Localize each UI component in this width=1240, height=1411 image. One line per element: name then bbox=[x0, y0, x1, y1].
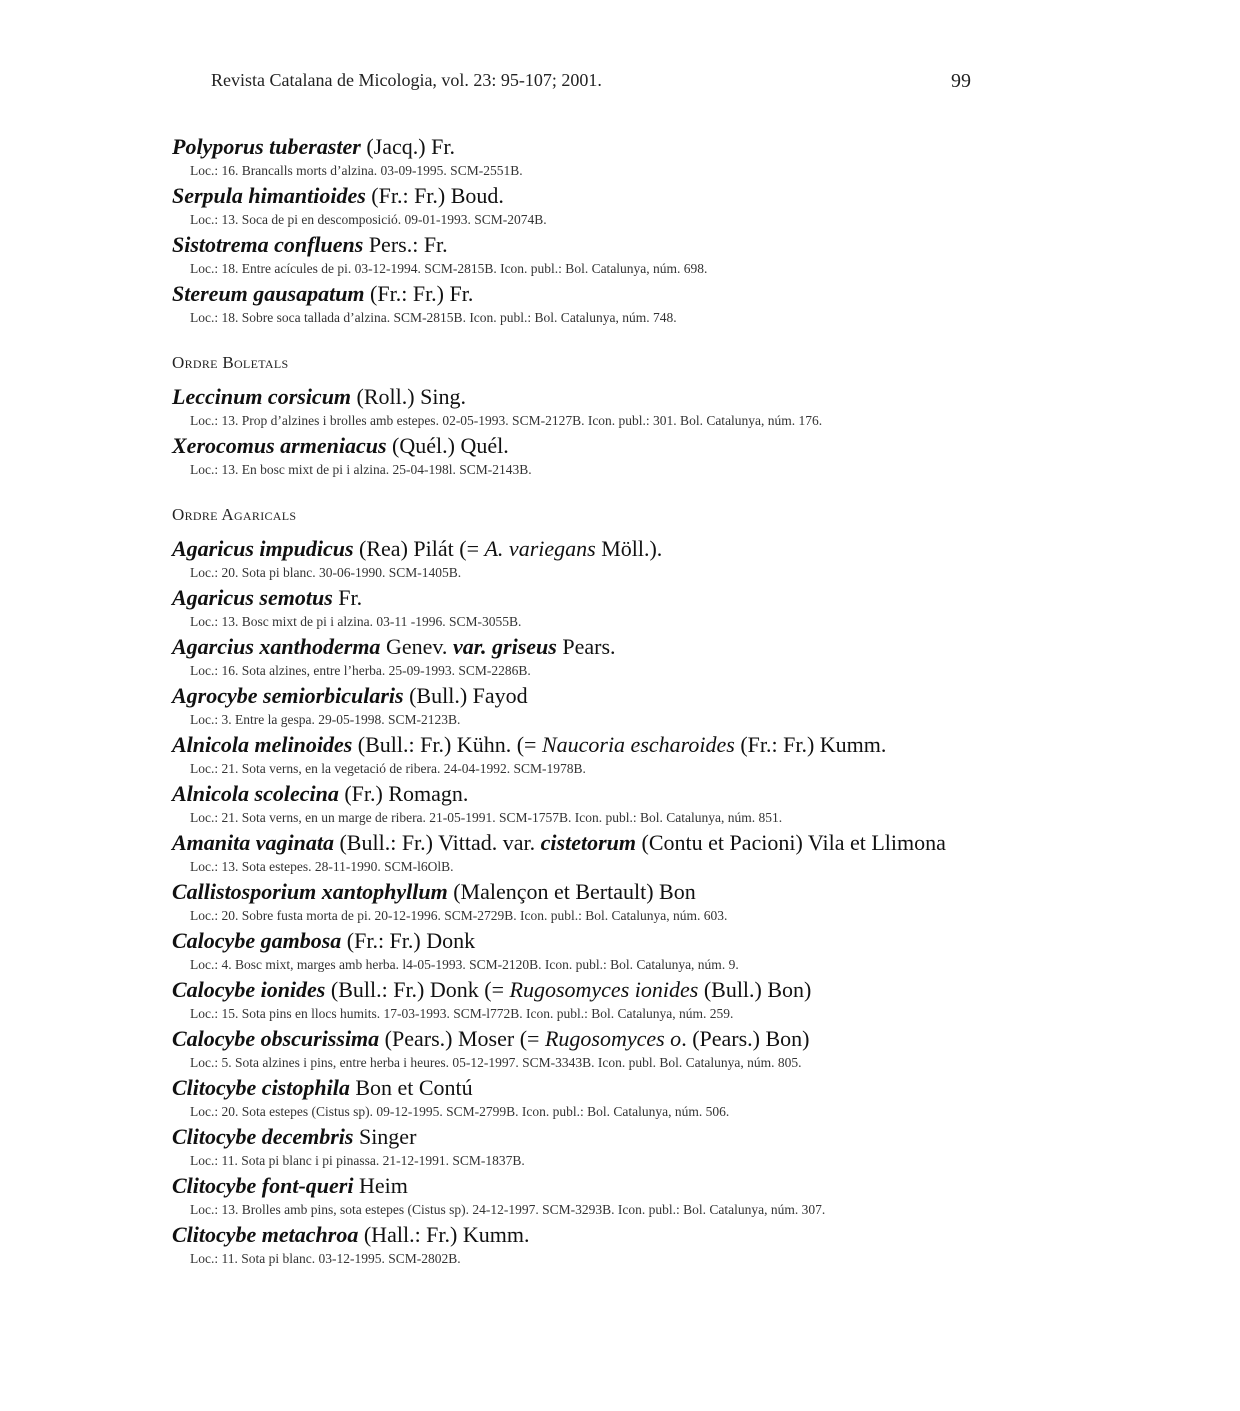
species-name bbox=[172, 1025, 1182, 1052]
authority-text: (Contu et Pacioni) Vila et Llimona bbox=[636, 830, 946, 855]
species-entry bbox=[172, 829, 1182, 878]
taxon-name: Polyporus tuberaster bbox=[172, 134, 361, 159]
species-name bbox=[172, 1074, 1182, 1101]
species-name bbox=[172, 829, 1182, 856]
species-entry bbox=[172, 682, 1182, 731]
authority-text: (Quél.) Quél. bbox=[386, 433, 509, 458]
species-name bbox=[172, 780, 1182, 807]
taxon-name: Serpula himantioides bbox=[172, 183, 366, 208]
locality-record: Loc.: 11. Sota pi blanc i pi pinassa. 21-12-1991. SCM-1837B. bbox=[190, 1153, 525, 1168]
species-list bbox=[172, 133, 1182, 1270]
locality-record: Loc.: 5. Sota alzines i pins, entre herba i heures. 05-12-1997. SCM-3343B. Icon. publ. Bol. Catalunya, núm. 805. bbox=[190, 1055, 802, 1070]
authority-text: Bon et Contú bbox=[349, 1075, 473, 1100]
species-entry bbox=[172, 535, 1182, 584]
taxon-name: A. variegans bbox=[484, 536, 596, 561]
species-name bbox=[172, 1172, 1182, 1199]
authority-text: (Fr.) Romagn. bbox=[338, 781, 469, 806]
taxon-name: Calocybe ionides bbox=[172, 977, 326, 1002]
species-name bbox=[172, 280, 1182, 307]
taxon-name: Amanita vaginata bbox=[172, 830, 334, 855]
locality-record: Loc.: 13. Soca de pi en descomposició. 09-01-1993. SCM-2074B. bbox=[190, 212, 547, 227]
order-heading: Ordre Boletals bbox=[172, 353, 289, 372]
taxon-name: Clitocybe decembris bbox=[172, 1124, 354, 1149]
locality-record: Loc.: 13. Sota estepes. 28-11-1990. SCM-l6OlB. bbox=[190, 859, 454, 874]
authority-text: (Bull.) Fayod bbox=[403, 683, 528, 708]
locality-record: Loc.: 21. Sota verns, en un marge de ribera. 21-05-1991. SCM-1757B. Icon. publ.: Bol. Catalunya, núm. 851. bbox=[190, 810, 783, 825]
taxon-name: Leccinum corsicum bbox=[172, 384, 352, 409]
species-entry bbox=[172, 1123, 1182, 1172]
taxon-name: Alnicola scolecina bbox=[172, 781, 339, 806]
taxon-name: Stereum gausapatum bbox=[172, 281, 365, 306]
species-name bbox=[172, 731, 1182, 758]
authority-text: Pers.: Fr. bbox=[363, 232, 448, 257]
authority-text: (Bull.: Fr.) Donk (= bbox=[325, 977, 510, 1002]
species-entry bbox=[172, 432, 1182, 481]
locality-record: Loc.: 13. Brolles amb pins, sota estepes (Cistus sp). 24-12-1997. SCM-3293B. Icon. publ.: Bol. Catalunya, núm. 307. bbox=[190, 1202, 826, 1217]
taxon-name: Clitocybe font-queri bbox=[172, 1173, 354, 1198]
species-entry bbox=[172, 731, 1182, 780]
species-name bbox=[172, 927, 1182, 954]
authority-text: Fr. bbox=[332, 585, 363, 610]
authority-text: Pears. bbox=[556, 634, 616, 659]
locality-record: Loc.: 15. Sota pins en llocs humits. 17-03-1993. SCM-l772B. Icon. publ.: Bol. Catalunya, núm. 259. bbox=[190, 1006, 734, 1021]
species-entry bbox=[172, 1074, 1182, 1123]
locality-record: Loc.: 13. Bosc mixt de pi i alzina. 03-11 -1996. SCM-3055B. bbox=[190, 614, 522, 629]
species-name bbox=[172, 133, 1182, 160]
locality-record: Loc.: 20. Sobre fusta morta de pi. 20-12-1996. SCM-2729B. Icon. publ.: Bol. Catalunya, núm. 603. bbox=[190, 908, 728, 923]
taxon-name: Alnicola melinoides bbox=[172, 732, 353, 757]
species-name bbox=[172, 182, 1182, 209]
species-entry bbox=[172, 780, 1182, 829]
species-entry bbox=[172, 1172, 1182, 1221]
order-section bbox=[172, 353, 1182, 481]
taxon-name: Agarcius xanthoderma bbox=[172, 634, 381, 659]
species-name bbox=[172, 682, 1182, 709]
authority-text: (Jacq.) Fr. bbox=[360, 134, 455, 159]
taxon-name: Sistotrema confluens bbox=[172, 232, 364, 257]
taxon-name: var. griseus bbox=[452, 634, 557, 659]
authority-text: (Fr.: Fr.) Fr. bbox=[364, 281, 474, 306]
authority-text: (Fr.: Fr.) Boud. bbox=[365, 183, 504, 208]
species-entry bbox=[172, 182, 1182, 231]
taxon-name: Calocybe gambosa bbox=[172, 928, 342, 953]
locality-record: Loc.: 3. Entre la gespa. 29-05-1998. SCM-2123B. bbox=[190, 712, 461, 727]
authority-text: (Bull.: Fr.) Vittad. var. bbox=[333, 830, 541, 855]
authority-text: (Fr.: Fr.) Donk bbox=[341, 928, 476, 953]
taxon-name: Xerocomus armeniacus bbox=[172, 433, 387, 458]
taxon-name: Agrocybe semiorbicularis bbox=[172, 683, 404, 708]
locality-record: Loc.: 21. Sota verns, en la vegetació de ribera. 24-04-1992. SCM-1978B. bbox=[190, 761, 586, 776]
authority-text: (Fr.: Fr.) Kumm. bbox=[734, 732, 887, 757]
authority-text: Möll.). bbox=[595, 536, 663, 561]
authority-text: . (Pears.) Bon) bbox=[681, 1026, 810, 1051]
species-entry bbox=[172, 1221, 1182, 1270]
species-entry bbox=[172, 133, 1182, 182]
authority-text: (Pears.) Moser (= bbox=[379, 1026, 545, 1051]
authority-text: (Bull.) Bon) bbox=[698, 977, 812, 1002]
species-entry bbox=[172, 976, 1182, 1025]
order-heading: Ordre Agaricals bbox=[172, 505, 297, 524]
species-name bbox=[172, 878, 1182, 905]
journal-citation: Revista Catalana de Micologia, vol. 23: 95-107; 2001. bbox=[211, 70, 602, 90]
species-entry bbox=[172, 878, 1182, 927]
taxon-name: Callistosporium xantophyllum bbox=[172, 879, 448, 904]
taxon-name: Rugosomyces ionides bbox=[509, 977, 699, 1002]
locality-record: Loc.: 18. Sobre soca tallada d’alzina. SCM-2815B. Icon. publ.: Bol. Catalunya, núm. 748. bbox=[190, 310, 677, 325]
taxon-name: Rugosomyces o bbox=[544, 1026, 682, 1051]
locality-record: Loc.: 18. Entre acícules de pi. 03-12-1994. SCM-2815B. Icon. publ.: Bol. Catalunya, núm. 698. bbox=[190, 261, 708, 276]
taxon-name: Clitocybe cistophila bbox=[172, 1075, 350, 1100]
species-name bbox=[172, 383, 1182, 410]
authority-text: (Malençon et Bertault) Bon bbox=[447, 879, 696, 904]
species-name bbox=[172, 633, 1182, 660]
taxon-name: Clitocybe metachroa bbox=[172, 1222, 359, 1247]
order-section bbox=[172, 133, 1182, 329]
locality-record: Loc.: 13. Prop d’alzines i brolles amb estepes. 02-05-1993. SCM-2127B. Icon. publ.: 301. Bol. Catalunya, núm. 176. bbox=[190, 413, 823, 428]
species-name bbox=[172, 584, 1182, 611]
locality-record: Loc.: 13. En bosc mixt de pi i alzina. 25-04-198l. SCM-2143B. bbox=[190, 462, 532, 477]
species-entry bbox=[172, 280, 1182, 329]
taxon-name: Calocybe obscurissima bbox=[172, 1026, 380, 1051]
authority-text: Singer bbox=[353, 1124, 417, 1149]
species-name bbox=[172, 535, 1182, 562]
page-number: 99 bbox=[951, 70, 971, 92]
order-section bbox=[172, 505, 1182, 1270]
authority-text: (Hall.: Fr.) Kumm. bbox=[358, 1222, 530, 1247]
species-entry bbox=[172, 1025, 1182, 1074]
locality-record: Loc.: 20. Sota pi blanc. 30-06-1990. SCM-1405B. bbox=[190, 565, 462, 580]
species-name bbox=[172, 1123, 1182, 1150]
taxon-name: Agaricus impudicus bbox=[172, 536, 354, 561]
locality-record: Loc.: 16. Brancalls morts d’alzina. 03-09-1995. SCM-2551B. bbox=[190, 163, 523, 178]
species-entry bbox=[172, 231, 1182, 280]
authority-text: (Roll.) Sing. bbox=[351, 384, 466, 409]
authority-text: (Bull.: Fr.) Kühn. (= bbox=[352, 732, 542, 757]
species-name bbox=[172, 1221, 1182, 1248]
species-entry bbox=[172, 633, 1182, 682]
taxon-name: Agaricus semotus bbox=[172, 585, 333, 610]
locality-record: Loc.: 20. Sota estepes (Cistus sp). 09-12-1995. SCM-2799B. Icon. publ.: Bol. Catalunya, núm. 506. bbox=[190, 1104, 730, 1119]
species-entry bbox=[172, 584, 1182, 633]
locality-record: Loc.: 16. Sota alzines, entre l’herba. 25-09-1993. SCM-2286B. bbox=[190, 663, 531, 678]
running-header bbox=[211, 70, 971, 94]
species-entry bbox=[172, 383, 1182, 432]
locality-record: Loc.: 4. Bosc mixt, marges amb herba. l4-05-1993. SCM-2120B. Icon. publ.: Bol. Catalunya, núm. 9. bbox=[190, 957, 739, 972]
species-name bbox=[172, 231, 1182, 258]
taxon-name: cistetorum bbox=[540, 830, 636, 855]
authority-text: Heim bbox=[353, 1173, 408, 1198]
authority-text: (Rea) Pilát (= bbox=[353, 536, 485, 561]
taxon-name: Naucoria escharoides bbox=[541, 732, 735, 757]
species-entry bbox=[172, 927, 1182, 976]
species-name bbox=[172, 432, 1182, 459]
locality-record: Loc.: 11. Sota pi blanc. 03-12-1995. SCM-2802B. bbox=[190, 1251, 461, 1266]
species-name bbox=[172, 976, 1182, 1003]
authority-text: Genev. bbox=[380, 634, 453, 659]
